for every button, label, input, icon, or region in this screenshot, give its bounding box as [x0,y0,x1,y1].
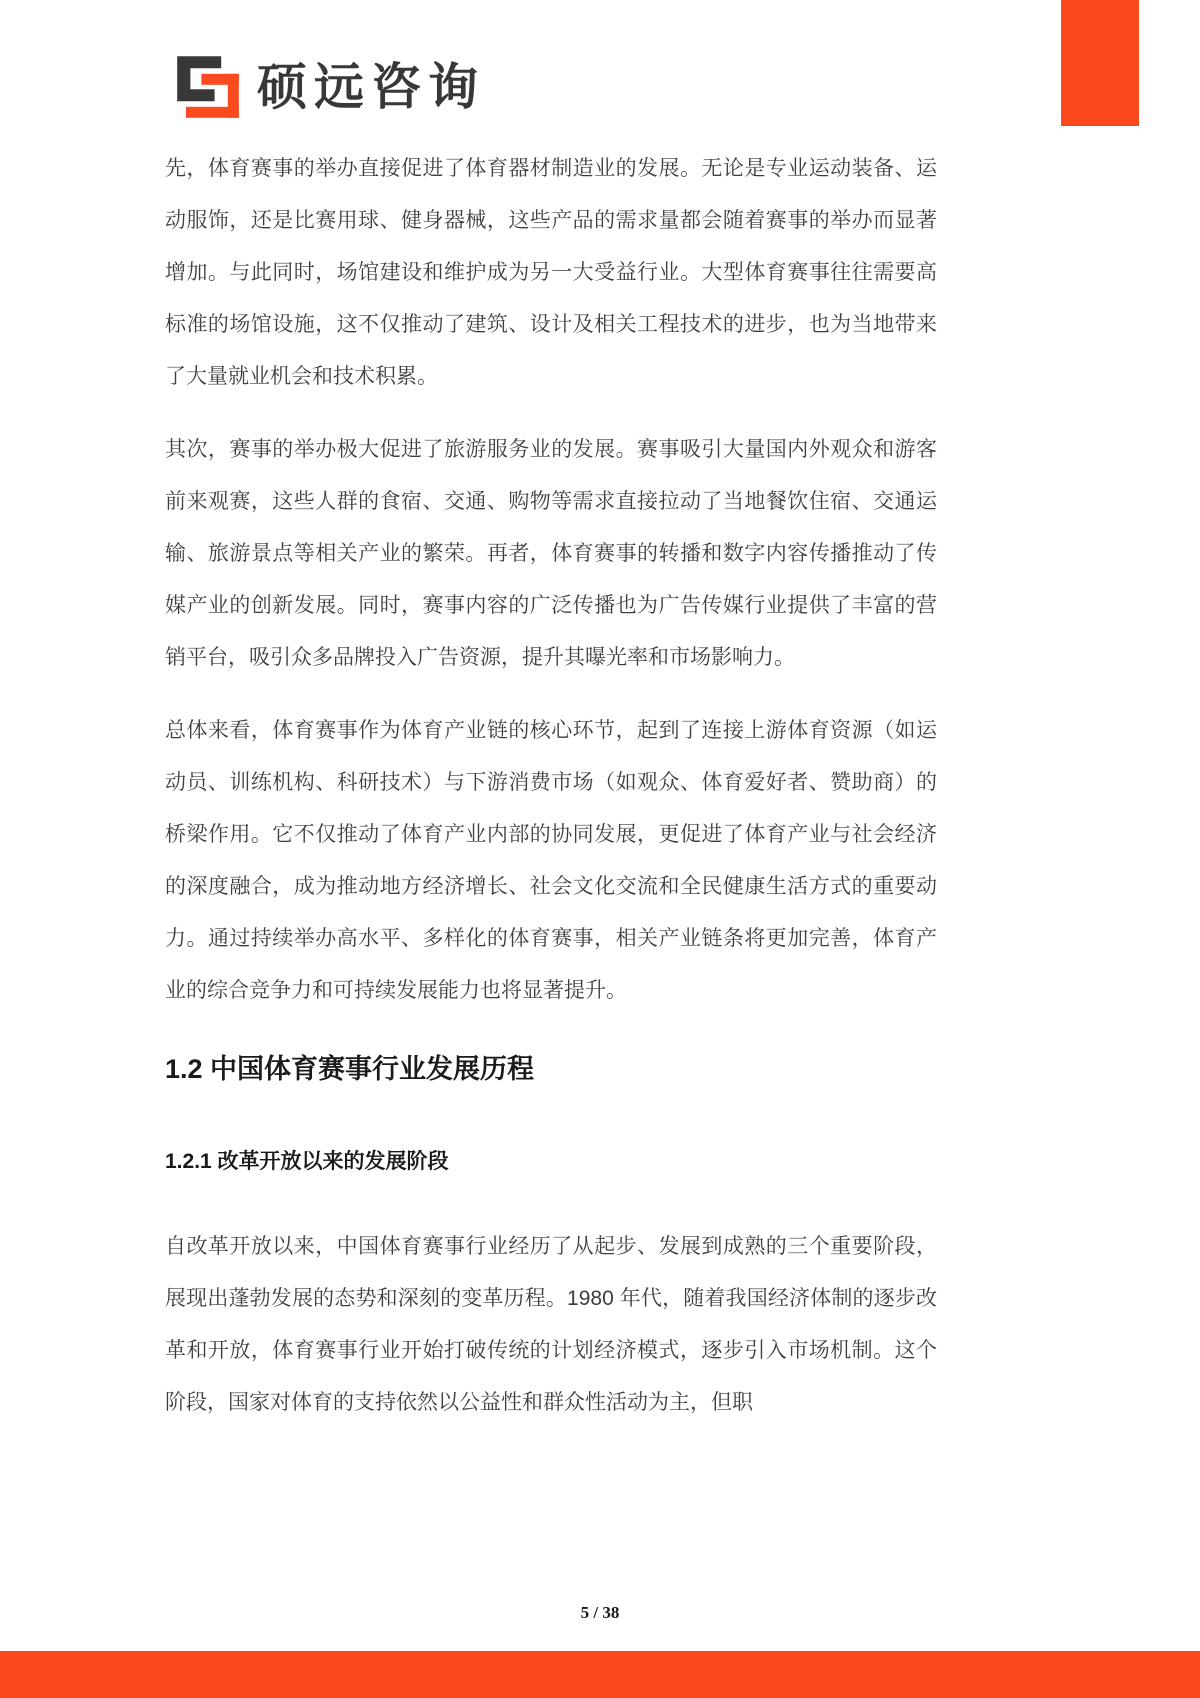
footer-accent-bar [0,1651,1200,1698]
brand-logo [175,52,485,122]
subsection-heading: 1.2.1 改革开放以来的发展阶段 [165,1149,449,1173]
brand-logo-text: 硕远咨询 [257,59,485,115]
page-body [165,143,937,1450]
brand-logo-icon [175,52,241,122]
section-heading: 1.2 中国体育赛事行业发展历程 [165,1054,535,1084]
corner-accent-block [1061,0,1139,126]
body-paragraph-3: 总体来看，体育赛事作为体育产业链的核心环节，起到了连接上游体育资源（如运动员、训练机构、科研技术）与下游消费市场（如观众、体育爱好者、赞助商）的桥梁作用。它不仅推动了体育产业内部的协同发展，更促进了体育产业与社会经济的深度融合，成为推动地方经济增长、社会文化交流和全民健康生活方式的重要动力。通过持续举办高水平、多样化的体育赛事，相关产业链条将更加完善，体育产业的综合竞争力和可持续发展能力也将显著提升。 [165,719,937,1002]
body-paragraph-2: 其次，赛事的举办极大促进了旅游服务业的发展。赛事吸引大量国内外观众和游客前来观赛，这些人群的食宿、交通、购物等需求直接拉动了当地餐饮住宿、交通运输、旅游景点等相关产业的繁荣。再者，体育赛事的转播和数字内容传播推动了传媒产业的创新发展。同时，赛事内容的广泛传播也为广告传媒行业提供了丰富的营销平台，吸引众多品牌投入广告资源，提升其曝光率和市场影响力。 [165,438,937,669]
body-paragraph-4: 自改革开放以来，中国体育赛事行业经历了从起步、发展到成熟的三个重要阶段，展现出蓬勃发展的态势和深刻的变革历程。1980 年代，随着我国经济体制的逐步改革和开放，体育赛事行业开始打破传统的计划经济模式，逐步引入市场机制。这个阶段，国家对体育的支持依然以公益性和群众性活动为主，但职 [165,1235,937,1414]
page-number: 5 / 38 [580,1603,620,1622]
body-paragraph-1: 先，体育赛事的举办直接促进了体育器材制造业的发展。无论是专业运动装备、运动服饰，还是比赛用球、健身器械，这些产品的需求量都会随着赛事的举办而显著增加。与此同时，场馆建设和维护成为另一大受益行业。大型体育赛事往往需要高标准的场馆设施，这不仅推动了建筑、设计及相关工程技术的进步，也为当地带来了大量就业机会和技术积累。 [165,157,937,388]
